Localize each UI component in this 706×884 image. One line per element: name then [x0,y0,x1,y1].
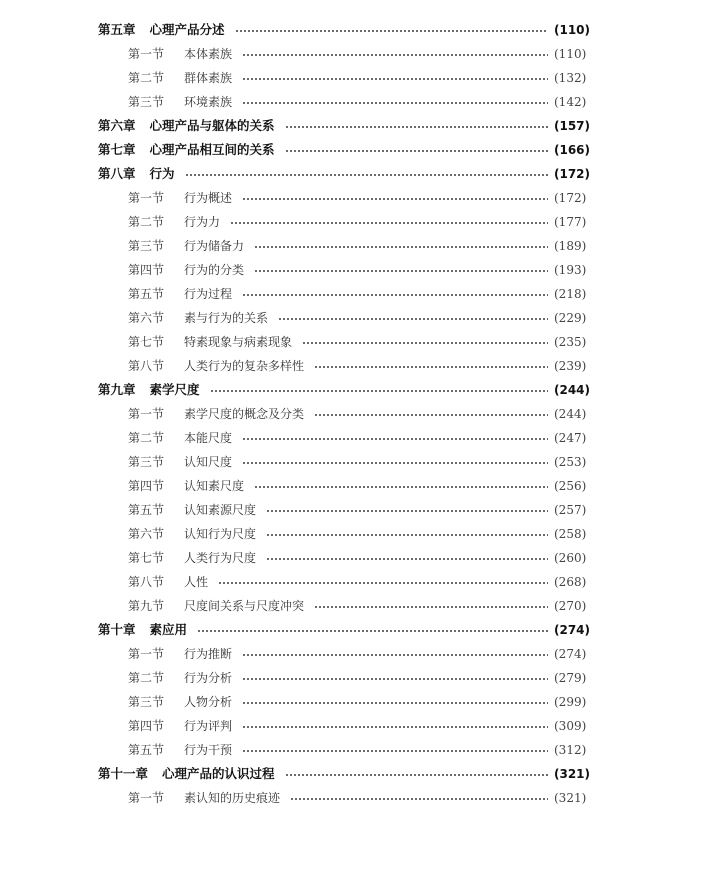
section-title: 素与行为的关系 [184,311,269,325]
dot-leader [230,222,548,224]
page-number: (268) [554,575,587,589]
section-number: 第三节 [128,95,165,109]
dot-leader [235,30,548,32]
toc-chapter-row[interactable] [0,378,706,402]
chapter-number: 第八章 [98,166,136,181]
toc-entry-label [128,258,244,282]
page-number: (274) [554,623,591,637]
section-number: 第四节 [128,479,165,493]
toc-section-row[interactable] [0,234,706,258]
section-number: 第三节 [128,695,165,709]
dot-leader [242,198,548,200]
toc-entry-label [128,474,244,498]
toc-section-row[interactable] [0,546,706,570]
section-number: 第一节 [128,191,165,205]
page-number: (256) [554,479,587,493]
section-title: 尺度间关系与尺度冲突 [184,599,305,613]
toc-entry-label [98,378,200,402]
toc-section-row[interactable] [0,714,706,738]
chapter-title: 行为 [149,166,175,181]
section-title: 人类行为尺度 [184,551,257,565]
dot-leader [285,774,548,776]
section-title: 特素现象与病素现象 [184,335,293,349]
page-number: (247) [554,431,587,445]
toc-chapter-row[interactable] [0,18,706,42]
section-title: 认知素源尺度 [184,503,257,517]
dot-leader [242,78,548,80]
section-title: 认知行为尺度 [184,527,257,541]
page-number: (166) [554,143,591,157]
section-title: 行为的分类 [184,263,245,277]
section-number: 第八节 [128,575,165,589]
dot-leader [254,486,548,488]
dot-leader [242,438,548,440]
table-of-contents [0,18,706,810]
chapter-number: 第九章 [98,382,136,397]
section-title: 本能尺度 [184,431,233,445]
toc-chapter-row[interactable] [0,762,706,786]
page-number: (110) [554,47,587,61]
toc-entry-label [128,66,232,90]
toc-section-row[interactable] [0,354,706,378]
section-number: 第一节 [128,407,165,421]
toc-entry-label [128,690,232,714]
toc-entry-label [128,42,232,66]
section-number: 第三节 [128,455,165,469]
section-title: 行为力 [184,215,221,229]
toc-section-row[interactable] [0,786,706,810]
toc-section-row[interactable] [0,738,706,762]
toc-section-row[interactable] [0,450,706,474]
toc-entry-label [128,354,304,378]
toc-section-row[interactable] [0,570,706,594]
section-number: 第二节 [128,431,165,445]
section-title: 行为储备力 [184,239,245,253]
dot-leader [242,54,548,56]
toc-section-row[interactable] [0,426,706,450]
dot-leader [266,510,548,512]
dot-leader [185,174,548,176]
toc-entry-label [128,738,232,762]
toc-entry-label [128,450,232,474]
toc-entry-label [128,186,232,210]
toc-entry-label [128,786,280,810]
toc-entry-label [128,426,232,450]
toc-section-row[interactable] [0,186,706,210]
toc-entry-label [128,210,220,234]
toc-section-row[interactable] [0,282,706,306]
dot-leader [197,630,548,632]
page-number: (299) [554,695,587,709]
toc-chapter-row[interactable] [0,114,706,138]
chapter-title: 素应用 [149,622,188,637]
dot-leader [254,270,548,272]
section-number: 第五节 [128,743,165,757]
section-number: 第九节 [128,599,165,613]
page-number: (309) [554,719,587,733]
toc-section-row[interactable] [0,642,706,666]
toc-entry-label [128,330,292,354]
section-number: 第二节 [128,71,165,85]
dot-leader [242,654,548,656]
dot-leader [218,582,548,584]
dot-leader [285,150,548,152]
page-number: (253) [554,455,587,469]
toc-section-row[interactable] [0,522,706,546]
section-title: 行为干预 [184,743,233,757]
page-number: (229) [554,311,587,325]
toc-entry-label [128,234,244,258]
section-title: 人性 [184,575,209,589]
chapter-number: 第五章 [98,22,136,37]
section-title: 认知素尺度 [184,479,245,493]
dot-leader [242,102,548,104]
section-number: 第六节 [128,311,165,325]
section-number: 第五节 [128,287,165,301]
page-number: (258) [554,527,587,541]
toc-section-row[interactable] [0,258,706,282]
page-number: (260) [554,551,587,565]
chapter-title: 心理产品分述 [149,22,225,37]
page-number: (177) [554,215,587,229]
section-number: 第三节 [128,239,165,253]
section-title: 行为推断 [184,647,233,661]
toc-chapter-row[interactable] [0,138,706,162]
dot-leader [290,798,548,800]
dot-leader [266,534,548,536]
section-title: 环境素族 [184,95,233,109]
toc-entry-label [128,282,232,306]
page-number: (218) [554,287,587,301]
dot-leader [242,750,548,752]
toc-entry-label [128,642,232,666]
chapter-title: 心理产品与躯体的关系 [149,118,275,133]
toc-chapter-row[interactable] [0,162,706,186]
dot-leader [254,246,548,248]
page-number: (172) [554,191,587,205]
dot-leader [266,558,548,560]
page-number: (321) [554,767,591,781]
toc-entry-label [98,114,275,138]
section-number: 第七节 [128,551,165,565]
dot-leader [314,414,548,416]
page-number: (244) [554,383,591,397]
toc-chapter-row[interactable] [0,618,706,642]
page-number: (142) [554,95,587,109]
section-title: 群体素族 [184,71,233,85]
toc-entry-label [128,90,232,114]
section-number: 第四节 [128,263,165,277]
toc-entry-label [128,402,304,426]
dot-leader [278,318,548,320]
chapter-number: 第六章 [98,118,136,133]
toc-entry-label [128,714,232,738]
dot-leader [242,726,548,728]
toc-section-row[interactable] [0,42,706,66]
section-title: 人物分析 [184,695,233,709]
section-title: 行为评判 [184,719,233,733]
dot-leader [242,462,548,464]
chapter-number: 第十章 [98,622,136,637]
toc-section-row[interactable] [0,498,706,522]
chapter-number: 第七章 [98,142,136,157]
section-title: 素学尺度的概念及分类 [184,407,305,421]
section-number: 第七节 [128,335,165,349]
page-number: (274) [554,647,587,661]
chapter-number: 第十一章 [98,766,149,781]
page-number: (172) [554,167,591,181]
dot-leader [314,366,548,368]
page-number: (321) [554,791,587,805]
dot-leader [242,294,548,296]
section-title: 行为过程 [184,287,233,301]
dot-leader [242,678,548,680]
section-number: 第二节 [128,671,165,685]
toc-section-row[interactable] [0,66,706,90]
page-number: (235) [554,335,587,349]
toc-entry-label [128,594,304,618]
page-number: (257) [554,503,587,517]
dot-leader [314,606,548,608]
toc-entry-label [98,138,275,162]
toc-entry-label [98,762,275,786]
page-number: (312) [554,743,587,757]
toc-section-row[interactable] [0,690,706,714]
toc-section-row[interactable] [0,474,706,498]
toc-entry-label [128,498,256,522]
page-number: (189) [554,239,587,253]
section-number: 第一节 [128,47,165,61]
toc-entry-label [98,162,175,186]
section-title: 人类行为的复杂多样性 [184,359,305,373]
toc-section-row[interactable] [0,306,706,330]
page-number: (193) [554,263,587,277]
section-number: 第一节 [128,647,165,661]
toc-entry-label [128,522,256,546]
section-title: 素认知的历史痕迹 [184,791,281,805]
dot-leader [302,342,548,344]
toc-section-row[interactable] [0,594,706,618]
toc-entry-label [128,570,208,594]
toc-entry-label [128,546,256,570]
toc-section-row[interactable] [0,666,706,690]
page-number: (270) [554,599,587,613]
toc-entry-label [128,666,232,690]
chapter-title: 素学尺度 [149,382,200,397]
toc-entry-label [98,618,187,642]
section-number: 第六节 [128,527,165,541]
section-number: 第八节 [128,359,165,373]
page-number: (132) [554,71,587,85]
toc-section-row[interactable] [0,330,706,354]
chapter-title: 心理产品相互间的关系 [149,142,275,157]
section-number: 第一节 [128,791,165,805]
section-title: 行为分析 [184,671,233,685]
dot-leader [285,126,548,128]
page-number: (110) [554,23,591,37]
page-number: (239) [554,359,587,373]
toc-section-row[interactable] [0,90,706,114]
dot-leader [210,390,548,392]
toc-section-row[interactable] [0,210,706,234]
section-title: 认知尺度 [184,455,233,469]
section-number: 第二节 [128,215,165,229]
section-number: 第四节 [128,719,165,733]
page-number: (279) [554,671,587,685]
section-title: 本体素族 [184,47,233,61]
toc-entry-label [98,18,225,42]
chapter-title: 心理产品的认识过程 [162,766,275,781]
dot-leader [242,702,548,704]
page-number: (244) [554,407,587,421]
section-number: 第五节 [128,503,165,517]
toc-entry-label [128,306,268,330]
section-title: 行为概述 [184,191,233,205]
toc-section-row[interactable] [0,402,706,426]
page-number: (157) [554,119,591,133]
